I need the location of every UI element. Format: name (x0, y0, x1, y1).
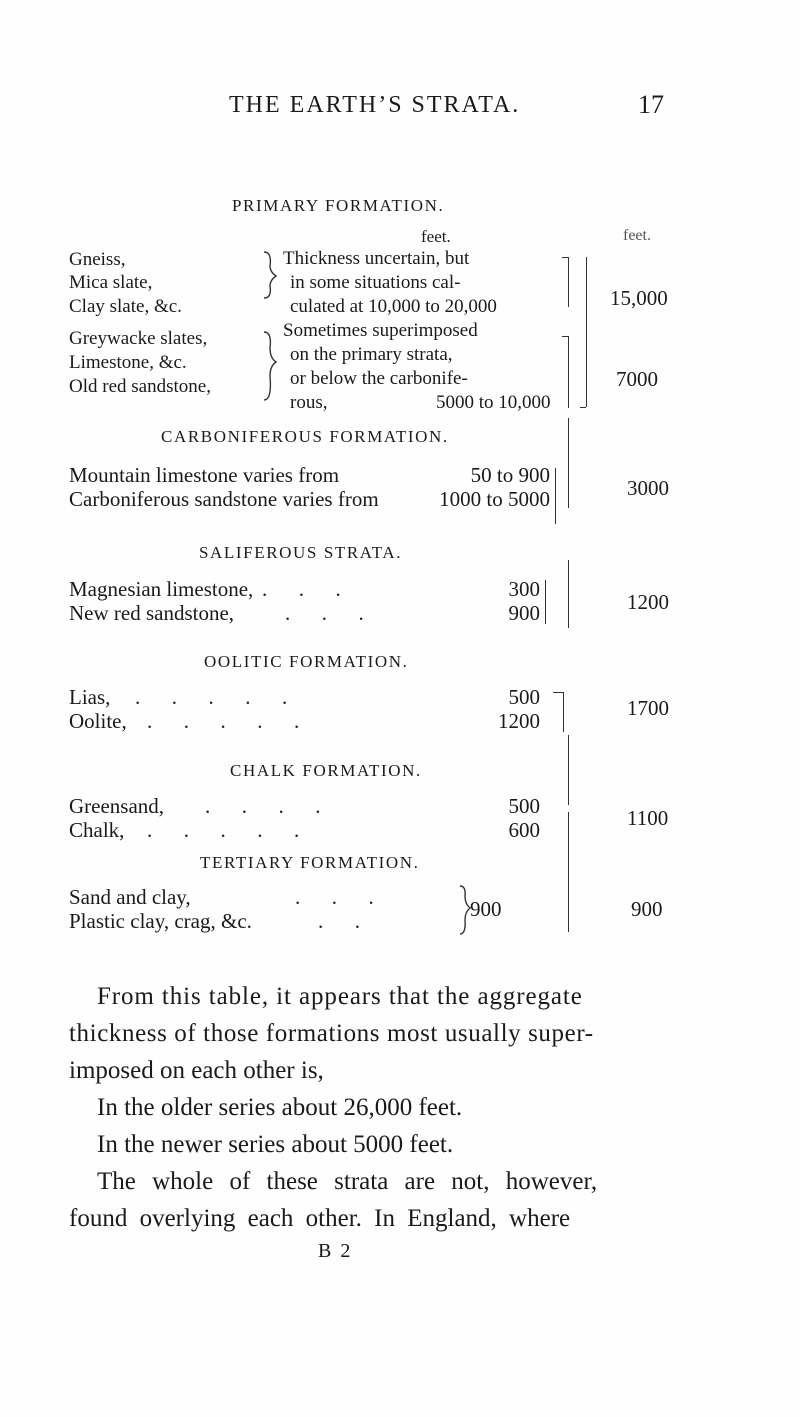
saliferous-leader-dots: . . . (285, 601, 364, 625)
stratum-mica-slate: Mica slate, (69, 272, 153, 293)
paragraph-line: The whole of these strata are not, however, (97, 1168, 598, 1195)
primary-heading: PRIMARY FORMATION. (232, 196, 445, 215)
paragraph-line: found overlying each other. In England, where (69, 1205, 571, 1232)
stratum-gneiss: Gneiss, (69, 249, 126, 270)
primary-desc-line: Sometimes superimposed (283, 320, 478, 341)
bracket-line (568, 418, 569, 508)
page-number: 17 (638, 90, 664, 119)
carboniferous-row-label: Mountain limestone varies from (69, 463, 340, 487)
paragraph-line: thickness of those formations most usually super- (69, 1020, 594, 1047)
tertiary-row-label: Plastic clay, crag, &c. (69, 909, 252, 933)
bracket-line (545, 580, 546, 624)
bracket-tick (553, 692, 563, 693)
chalk-total: 1100 (627, 806, 669, 830)
chalk-leader-dots: . . . . . (147, 818, 300, 842)
signature-mark: B 2 (318, 1240, 353, 1262)
bracket-line (568, 812, 569, 932)
oolitic-row-label: Lias, (69, 685, 111, 709)
chalk-heading: CHALK FORMATION. (230, 761, 422, 780)
oolitic-row-value: 500 (508, 685, 540, 709)
chalk-row-label: Greensand, (69, 794, 165, 818)
bracket-line (568, 336, 569, 408)
chalk-row-value: 500 (508, 794, 540, 818)
primary-desc-value: 5000 to 10,000 (436, 392, 551, 413)
saliferous-row-label: New red sandstone, (69, 601, 235, 625)
carboniferous-total: 3000 (627, 476, 669, 500)
bracket-tick (580, 407, 586, 408)
tertiary-leader-dots: . . . (295, 885, 374, 909)
tertiary-leader-dots: . . (318, 909, 360, 933)
oolitic-leader-dots: . . . . . (135, 685, 288, 709)
paragraph-line: In the newer series about 5000 feet. (97, 1131, 454, 1158)
paragraph-line: From this table, it appears that the aggregate (97, 983, 583, 1010)
oolitic-total: 1700 (627, 696, 669, 720)
oolitic-row-label: Oolite, (69, 709, 127, 733)
tertiary-heading: TERTIARY FORMATION. (200, 853, 420, 872)
chalk-row-value: 600 (508, 818, 540, 842)
bracket-line (568, 257, 569, 307)
running-head-title: THE EARTH’S STRATA. (229, 92, 521, 118)
tertiary-total: 900 (631, 897, 663, 921)
primary-braces (258, 250, 278, 410)
saliferous-leader-dots: . . . (262, 577, 341, 601)
carboniferous-heading: CARBONIFEROUS FORMATION. (161, 427, 449, 446)
saliferous-row-value: 300 (508, 577, 540, 601)
carboniferous-row-value: 50 to 900 (470, 463, 550, 487)
primary-desc-line: in some situations cal- (290, 272, 461, 293)
primary-total-a: 15,000 (610, 286, 668, 310)
primary-feet-label: feet. (421, 227, 451, 246)
stratum-clay-slate: Clay slate, &c. (69, 296, 182, 317)
saliferous-total: 1200 (627, 590, 669, 614)
bracket-line (586, 257, 587, 407)
stratum-limestone: Limestone, &c. (69, 352, 187, 373)
primary-total-b: 7000 (616, 367, 658, 391)
oolitic-row-value: 1200 (498, 709, 540, 733)
primary-desc-line: on the primary strata, (290, 344, 453, 365)
stratum-old-red-sandstone: Old red sandstone, (69, 376, 211, 397)
primary-desc-line: culated at 10,000 to 20,000 (290, 296, 497, 317)
paragraph-line: imposed on each other is, (69, 1057, 324, 1084)
bracket-line (555, 468, 556, 524)
carboniferous-row-value: 1000 to 5000 (439, 487, 550, 511)
saliferous-heading: SALIFEROUS STRATA. (199, 543, 403, 562)
primary-desc-line: rous, (290, 392, 328, 413)
saliferous-row-value: 900 (508, 601, 540, 625)
tertiary-value: 900 (470, 897, 502, 921)
chalk-leader-dots: . . . . (205, 794, 321, 818)
primary-desc-line: Thickness uncertain, but (283, 248, 470, 269)
bracket-line (563, 692, 564, 732)
oolitic-heading: OOLITIC FORMATION. (204, 652, 409, 671)
primary-feet-label-right: feet. (623, 227, 651, 244)
tertiary-row-label: Sand and clay, (69, 885, 191, 909)
stratum-greywacke: Greywacke slates, (69, 328, 208, 349)
primary-desc-line: or below the carbonife- (290, 368, 468, 389)
chalk-row-label: Chalk, (69, 818, 125, 842)
bracket-line (568, 560, 569, 628)
carboniferous-row-label: Carboniferous sandstone varies from (69, 487, 379, 511)
paragraph-line: In the older series about 26,000 feet. (97, 1094, 463, 1121)
saliferous-row-label: Magnesian limestone, (69, 577, 254, 601)
oolitic-leader-dots: . . . . . (147, 709, 300, 733)
bracket-line (568, 735, 569, 805)
